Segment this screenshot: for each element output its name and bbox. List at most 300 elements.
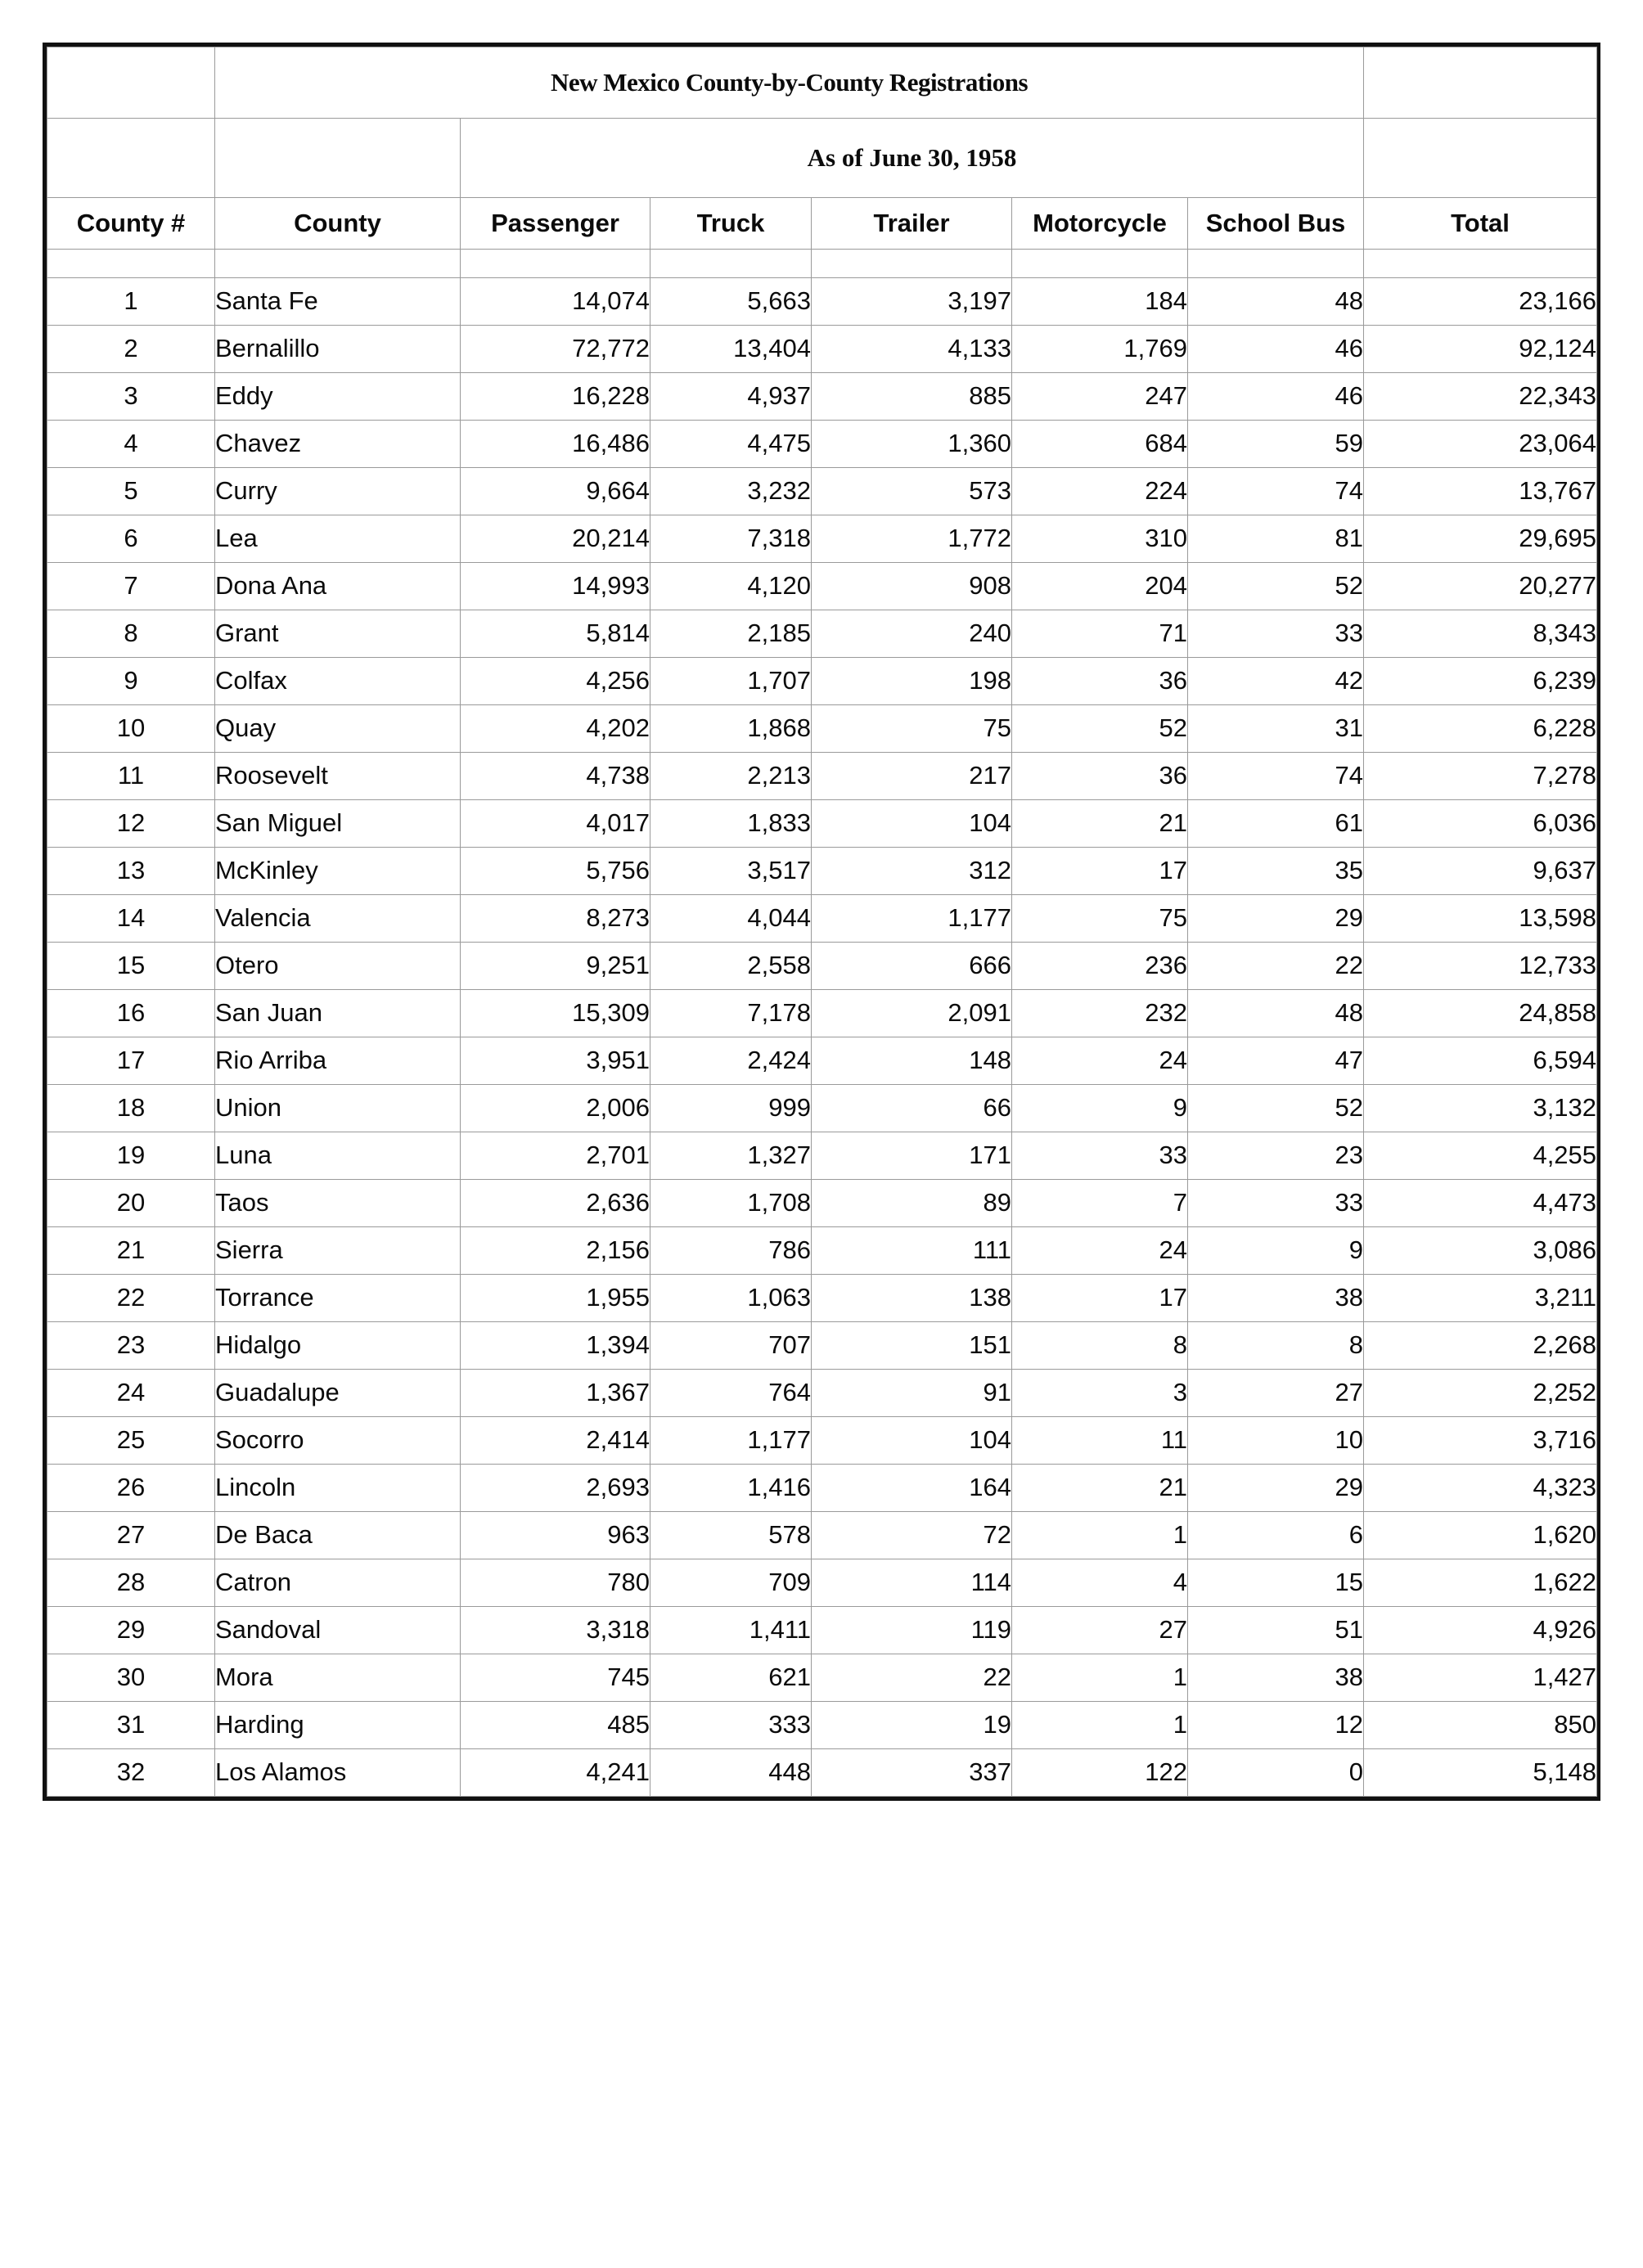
table-row bbox=[47, 1037, 1597, 1085]
cell-passenger: 963 bbox=[461, 1512, 650, 1559]
cell-total: 2,252 bbox=[1364, 1370, 1597, 1417]
table-row bbox=[47, 658, 1597, 705]
cell-school-bus: 27 bbox=[1188, 1370, 1364, 1417]
cell-county-name: Quay bbox=[215, 705, 461, 753]
cell-county-name: Eddy bbox=[215, 373, 461, 421]
table-row bbox=[47, 848, 1597, 895]
cell-total: 20,277 bbox=[1364, 563, 1597, 610]
cell-passenger: 9,664 bbox=[461, 468, 650, 515]
cell-truck: 1,177 bbox=[650, 1417, 812, 1465]
cell-truck: 5,663 bbox=[650, 278, 812, 326]
cell-motorcycle: 7 bbox=[1012, 1180, 1188, 1227]
cell-truck: 4,120 bbox=[650, 563, 812, 610]
table-row bbox=[47, 1702, 1597, 1749]
table-row bbox=[47, 943, 1597, 990]
cell-motorcycle: 24 bbox=[1012, 1227, 1188, 1275]
cell-county-number: 21 bbox=[47, 1227, 215, 1275]
cell-county-number: 6 bbox=[47, 515, 215, 563]
cell-trailer: 151 bbox=[812, 1322, 1012, 1370]
cell-motorcycle: 1 bbox=[1012, 1702, 1188, 1749]
cell-total: 22,343 bbox=[1364, 373, 1597, 421]
table-row bbox=[47, 373, 1597, 421]
cell-county-name: Torrance bbox=[215, 1275, 461, 1322]
cell-motorcycle: 8 bbox=[1012, 1322, 1188, 1370]
table-row bbox=[47, 326, 1597, 373]
cell-trailer: 573 bbox=[812, 468, 1012, 515]
registrations-table-sheet bbox=[43, 43, 1600, 1801]
cell-passenger: 9,251 bbox=[461, 943, 650, 990]
cell-truck: 7,318 bbox=[650, 515, 812, 563]
cell-trailer: 1,177 bbox=[812, 895, 1012, 943]
cell-county-name: Santa Fe bbox=[215, 278, 461, 326]
cell-school-bus: 48 bbox=[1188, 990, 1364, 1037]
cell-total: 6,228 bbox=[1364, 705, 1597, 753]
cell-truck: 786 bbox=[650, 1227, 812, 1275]
header-row bbox=[47, 198, 1597, 250]
cell-passenger: 485 bbox=[461, 1702, 650, 1749]
cell-county-name: Lincoln bbox=[215, 1465, 461, 1512]
cell-school-bus: 61 bbox=[1188, 800, 1364, 848]
cell-motorcycle: 11 bbox=[1012, 1417, 1188, 1465]
cell-passenger: 16,228 bbox=[461, 373, 650, 421]
cell-total: 23,064 bbox=[1364, 421, 1597, 468]
cell-total: 4,473 bbox=[1364, 1180, 1597, 1227]
cell-passenger: 15,309 bbox=[461, 990, 650, 1037]
cell-passenger: 780 bbox=[461, 1559, 650, 1607]
cell-trailer: 66 bbox=[812, 1085, 1012, 1132]
cell-passenger: 1,394 bbox=[461, 1322, 650, 1370]
cell-passenger: 2,414 bbox=[461, 1417, 650, 1465]
cell-county-number: 22 bbox=[47, 1275, 215, 1322]
cell-total: 13,598 bbox=[1364, 895, 1597, 943]
cell-passenger: 2,693 bbox=[461, 1465, 650, 1512]
cell-motorcycle: 9 bbox=[1012, 1085, 1188, 1132]
cell-truck: 764 bbox=[650, 1370, 812, 1417]
cell-trailer: 75 bbox=[812, 705, 1012, 753]
table-row bbox=[47, 1749, 1597, 1797]
cell-passenger: 14,993 bbox=[461, 563, 650, 610]
cell-county-name: Union bbox=[215, 1085, 461, 1132]
cell-county-name: Roosevelt bbox=[215, 753, 461, 800]
cell-truck: 707 bbox=[650, 1322, 812, 1370]
spacer-cell bbox=[812, 250, 1012, 278]
cell-passenger: 3,318 bbox=[461, 1607, 650, 1654]
table-row bbox=[47, 563, 1597, 610]
cell-county-name: Luna bbox=[215, 1132, 461, 1180]
cell-total: 12,733 bbox=[1364, 943, 1597, 990]
cell-truck: 1,833 bbox=[650, 800, 812, 848]
cell-school-bus: 52 bbox=[1188, 1085, 1364, 1132]
table-row bbox=[47, 1132, 1597, 1180]
table-row bbox=[47, 1275, 1597, 1322]
table-row bbox=[47, 1417, 1597, 1465]
column-header-school-bus: School Bus bbox=[1188, 198, 1364, 250]
cell-trailer: 89 bbox=[812, 1180, 1012, 1227]
cell-truck: 1,868 bbox=[650, 705, 812, 753]
cell-county-name: Sandoval bbox=[215, 1607, 461, 1654]
cell-truck: 1,416 bbox=[650, 1465, 812, 1512]
cell-county-name: Curry bbox=[215, 468, 461, 515]
cell-trailer: 91 bbox=[812, 1370, 1012, 1417]
page-title: New Mexico County-by-County Registrations bbox=[215, 47, 1364, 119]
cell-county-number: 31 bbox=[47, 1702, 215, 1749]
cell-county-number: 3 bbox=[47, 373, 215, 421]
cell-school-bus: 8 bbox=[1188, 1322, 1364, 1370]
cell-truck: 1,327 bbox=[650, 1132, 812, 1180]
cell-trailer: 104 bbox=[812, 800, 1012, 848]
cell-school-bus: 74 bbox=[1188, 753, 1364, 800]
cell-county-name: Sierra bbox=[215, 1227, 461, 1275]
cell-motorcycle: 24 bbox=[1012, 1037, 1188, 1085]
cell-truck: 4,937 bbox=[650, 373, 812, 421]
cell-motorcycle: 247 bbox=[1012, 373, 1188, 421]
cell-trailer: 885 bbox=[812, 373, 1012, 421]
table-row bbox=[47, 1465, 1597, 1512]
cell-county-number: 9 bbox=[47, 658, 215, 705]
cell-school-bus: 42 bbox=[1188, 658, 1364, 705]
table-row bbox=[47, 1559, 1597, 1607]
cell-school-bus: 6 bbox=[1188, 1512, 1364, 1559]
table-row bbox=[47, 1180, 1597, 1227]
cell-motorcycle: 1 bbox=[1012, 1654, 1188, 1702]
cell-school-bus: 74 bbox=[1188, 468, 1364, 515]
cell-county-name: McKinley bbox=[215, 848, 461, 895]
cell-trailer: 19 bbox=[812, 1702, 1012, 1749]
cell-passenger: 4,241 bbox=[461, 1749, 650, 1797]
cell-truck: 2,213 bbox=[650, 753, 812, 800]
cell-total: 2,268 bbox=[1364, 1322, 1597, 1370]
cell-county-name: De Baca bbox=[215, 1512, 461, 1559]
cell-motorcycle: 224 bbox=[1012, 468, 1188, 515]
cell-trailer: 171 bbox=[812, 1132, 1012, 1180]
cell-total: 23,166 bbox=[1364, 278, 1597, 326]
cell-school-bus: 29 bbox=[1188, 895, 1364, 943]
cell-school-bus: 81 bbox=[1188, 515, 1364, 563]
cell-truck: 7,178 bbox=[650, 990, 812, 1037]
table-row bbox=[47, 610, 1597, 658]
cell-school-bus: 29 bbox=[1188, 1465, 1364, 1512]
cell-school-bus: 15 bbox=[1188, 1559, 1364, 1607]
cell-county-name: Grant bbox=[215, 610, 461, 658]
column-header-truck: Truck bbox=[650, 198, 812, 250]
cell-county-number: 32 bbox=[47, 1749, 215, 1797]
cell-passenger: 2,156 bbox=[461, 1227, 650, 1275]
cell-trailer: 22 bbox=[812, 1654, 1012, 1702]
cell-county-number: 28 bbox=[47, 1559, 215, 1607]
cell-county-name: Rio Arriba bbox=[215, 1037, 461, 1085]
cell-truck: 448 bbox=[650, 1749, 812, 1797]
cell-truck: 4,044 bbox=[650, 895, 812, 943]
title-row bbox=[47, 47, 1597, 119]
cell-truck: 709 bbox=[650, 1559, 812, 1607]
cell-total: 5,148 bbox=[1364, 1749, 1597, 1797]
cell-county-number: 18 bbox=[47, 1085, 215, 1132]
cell-trailer: 198 bbox=[812, 658, 1012, 705]
column-header-trailer: Trailer bbox=[812, 198, 1012, 250]
cell-county-name: Dona Ana bbox=[215, 563, 461, 610]
cell-total: 850 bbox=[1364, 1702, 1597, 1749]
cell-total: 92,124 bbox=[1364, 326, 1597, 373]
cell-trailer: 240 bbox=[812, 610, 1012, 658]
cell-county-name: Harding bbox=[215, 1702, 461, 1749]
cell-motorcycle: 204 bbox=[1012, 563, 1188, 610]
table-row bbox=[47, 1654, 1597, 1702]
cell-county-number: 13 bbox=[47, 848, 215, 895]
cell-county-name: Valencia bbox=[215, 895, 461, 943]
cell-school-bus: 52 bbox=[1188, 563, 1364, 610]
cell-total: 3,132 bbox=[1364, 1085, 1597, 1132]
cell-motorcycle: 17 bbox=[1012, 1275, 1188, 1322]
cell-passenger: 2,701 bbox=[461, 1132, 650, 1180]
spacer-cell bbox=[650, 250, 812, 278]
cell-trailer: 666 bbox=[812, 943, 1012, 990]
cell-school-bus: 38 bbox=[1188, 1654, 1364, 1702]
cell-total: 6,036 bbox=[1364, 800, 1597, 848]
cell-motorcycle: 3 bbox=[1012, 1370, 1188, 1417]
cell-school-bus: 0 bbox=[1188, 1749, 1364, 1797]
cell-truck: 999 bbox=[650, 1085, 812, 1132]
cell-school-bus: 22 bbox=[1188, 943, 1364, 990]
cell-truck: 13,404 bbox=[650, 326, 812, 373]
cell-trailer: 3,197 bbox=[812, 278, 1012, 326]
cell-county-name: San Miguel bbox=[215, 800, 461, 848]
cell-passenger: 2,636 bbox=[461, 1180, 650, 1227]
subtitle-right-blank bbox=[1364, 119, 1597, 198]
cell-trailer: 138 bbox=[812, 1275, 1012, 1322]
cell-county-number: 24 bbox=[47, 1370, 215, 1417]
column-header-county: County bbox=[215, 198, 461, 250]
cell-county-name: Socorro bbox=[215, 1417, 461, 1465]
cell-total: 24,858 bbox=[1364, 990, 1597, 1037]
table-row bbox=[47, 1370, 1597, 1417]
cell-total: 9,637 bbox=[1364, 848, 1597, 895]
cell-motorcycle: 36 bbox=[1012, 658, 1188, 705]
cell-truck: 578 bbox=[650, 1512, 812, 1559]
cell-truck: 1,411 bbox=[650, 1607, 812, 1654]
cell-passenger: 4,017 bbox=[461, 800, 650, 848]
cell-motorcycle: 184 bbox=[1012, 278, 1188, 326]
cell-school-bus: 48 bbox=[1188, 278, 1364, 326]
cell-school-bus: 12 bbox=[1188, 1702, 1364, 1749]
cell-motorcycle: 36 bbox=[1012, 753, 1188, 800]
cell-county-number: 25 bbox=[47, 1417, 215, 1465]
cell-county-name: Bernalillo bbox=[215, 326, 461, 373]
spacer-cell bbox=[1012, 250, 1188, 278]
cell-passenger: 8,273 bbox=[461, 895, 650, 943]
cell-county-number: 2 bbox=[47, 326, 215, 373]
cell-county-number: 27 bbox=[47, 1512, 215, 1559]
table-body bbox=[47, 47, 1597, 1797]
cell-truck: 3,517 bbox=[650, 848, 812, 895]
cell-total: 6,594 bbox=[1364, 1037, 1597, 1085]
cell-county-number: 26 bbox=[47, 1465, 215, 1512]
spacer-cell bbox=[1188, 250, 1364, 278]
cell-county-number: 19 bbox=[47, 1132, 215, 1180]
cell-passenger: 20,214 bbox=[461, 515, 650, 563]
cell-school-bus: 51 bbox=[1188, 1607, 1364, 1654]
cell-county-number: 17 bbox=[47, 1037, 215, 1085]
cell-county-number: 7 bbox=[47, 563, 215, 610]
header-spacer-row bbox=[47, 250, 1597, 278]
table-row bbox=[47, 705, 1597, 753]
cell-county-name: Colfax bbox=[215, 658, 461, 705]
cell-trailer: 164 bbox=[812, 1465, 1012, 1512]
cell-passenger: 4,738 bbox=[461, 753, 650, 800]
cell-total: 3,086 bbox=[1364, 1227, 1597, 1275]
cell-passenger: 1,955 bbox=[461, 1275, 650, 1322]
cell-county-number: 1 bbox=[47, 278, 215, 326]
spacer-cell bbox=[47, 250, 215, 278]
table-row bbox=[47, 421, 1597, 468]
cell-school-bus: 9 bbox=[1188, 1227, 1364, 1275]
cell-total: 1,427 bbox=[1364, 1654, 1597, 1702]
table-row bbox=[47, 1085, 1597, 1132]
page-subtitle: As of June 30, 1958 bbox=[461, 119, 1364, 198]
cell-motorcycle: 17 bbox=[1012, 848, 1188, 895]
cell-total: 8,343 bbox=[1364, 610, 1597, 658]
cell-passenger: 3,951 bbox=[461, 1037, 650, 1085]
cell-truck: 333 bbox=[650, 1702, 812, 1749]
cell-passenger: 4,256 bbox=[461, 658, 650, 705]
cell-school-bus: 33 bbox=[1188, 610, 1364, 658]
cell-motorcycle: 21 bbox=[1012, 1465, 1188, 1512]
cell-county-name: Hidalgo bbox=[215, 1322, 461, 1370]
cell-county-number: 15 bbox=[47, 943, 215, 990]
cell-county-number: 16 bbox=[47, 990, 215, 1037]
cell-truck: 1,063 bbox=[650, 1275, 812, 1322]
cell-passenger: 1,367 bbox=[461, 1370, 650, 1417]
cell-school-bus: 23 bbox=[1188, 1132, 1364, 1180]
cell-passenger: 2,006 bbox=[461, 1085, 650, 1132]
cell-total: 13,767 bbox=[1364, 468, 1597, 515]
cell-school-bus: 59 bbox=[1188, 421, 1364, 468]
cell-county-number: 12 bbox=[47, 800, 215, 848]
cell-county-number: 29 bbox=[47, 1607, 215, 1654]
cell-motorcycle: 1,769 bbox=[1012, 326, 1188, 373]
cell-county-number: 11 bbox=[47, 753, 215, 800]
cell-school-bus: 46 bbox=[1188, 373, 1364, 421]
cell-county-number: 10 bbox=[47, 705, 215, 753]
cell-motorcycle: 236 bbox=[1012, 943, 1188, 990]
cell-county-name: Mora bbox=[215, 1654, 461, 1702]
cell-motorcycle: 310 bbox=[1012, 515, 1188, 563]
cell-county-name: Los Alamos bbox=[215, 1749, 461, 1797]
cell-passenger: 745 bbox=[461, 1654, 650, 1702]
table-row bbox=[47, 515, 1597, 563]
cell-motorcycle: 52 bbox=[1012, 705, 1188, 753]
cell-county-name: San Juan bbox=[215, 990, 461, 1037]
cell-county-name: Lea bbox=[215, 515, 461, 563]
cell-school-bus: 38 bbox=[1188, 1275, 1364, 1322]
cell-school-bus: 33 bbox=[1188, 1180, 1364, 1227]
cell-motorcycle: 71 bbox=[1012, 610, 1188, 658]
cell-truck: 4,475 bbox=[650, 421, 812, 468]
table-row bbox=[47, 895, 1597, 943]
cell-trailer: 217 bbox=[812, 753, 1012, 800]
cell-motorcycle: 21 bbox=[1012, 800, 1188, 848]
cell-total: 3,716 bbox=[1364, 1417, 1597, 1465]
cell-total: 1,620 bbox=[1364, 1512, 1597, 1559]
spacer-cell bbox=[215, 250, 461, 278]
cell-passenger: 14,074 bbox=[461, 278, 650, 326]
table-row bbox=[47, 1322, 1597, 1370]
cell-trailer: 908 bbox=[812, 563, 1012, 610]
cell-passenger: 5,756 bbox=[461, 848, 650, 895]
table-row bbox=[47, 990, 1597, 1037]
table-row bbox=[47, 800, 1597, 848]
subtitle-blank-1 bbox=[47, 119, 215, 198]
table-row bbox=[47, 278, 1597, 326]
cell-county-number: 8 bbox=[47, 610, 215, 658]
column-header-passenger: Passenger bbox=[461, 198, 650, 250]
cell-county-number: 4 bbox=[47, 421, 215, 468]
cell-trailer: 114 bbox=[812, 1559, 1012, 1607]
cell-county-name: Taos bbox=[215, 1180, 461, 1227]
cell-county-name: Guadalupe bbox=[215, 1370, 461, 1417]
cell-trailer: 148 bbox=[812, 1037, 1012, 1085]
cell-passenger: 16,486 bbox=[461, 421, 650, 468]
cell-truck: 2,424 bbox=[650, 1037, 812, 1085]
cell-total: 4,255 bbox=[1364, 1132, 1597, 1180]
column-header-motorcycle: Motorcycle bbox=[1012, 198, 1188, 250]
registrations-table bbox=[47, 47, 1597, 1797]
title-right-blank bbox=[1364, 47, 1597, 119]
spacer-cell bbox=[461, 250, 650, 278]
cell-county-name: Chavez bbox=[215, 421, 461, 468]
cell-total: 6,239 bbox=[1364, 658, 1597, 705]
cell-passenger: 72,772 bbox=[461, 326, 650, 373]
cell-motorcycle: 122 bbox=[1012, 1749, 1188, 1797]
cell-county-number: 14 bbox=[47, 895, 215, 943]
cell-truck: 2,185 bbox=[650, 610, 812, 658]
cell-school-bus: 46 bbox=[1188, 326, 1364, 373]
subtitle-row bbox=[47, 119, 1597, 198]
table-row bbox=[47, 1227, 1597, 1275]
cell-truck: 621 bbox=[650, 1654, 812, 1702]
cell-school-bus: 10 bbox=[1188, 1417, 1364, 1465]
title-left-blank bbox=[47, 47, 215, 119]
cell-total: 1,622 bbox=[1364, 1559, 1597, 1607]
cell-county-name: Catron bbox=[215, 1559, 461, 1607]
cell-trailer: 72 bbox=[812, 1512, 1012, 1559]
cell-total: 4,323 bbox=[1364, 1465, 1597, 1512]
cell-school-bus: 47 bbox=[1188, 1037, 1364, 1085]
cell-trailer: 111 bbox=[812, 1227, 1012, 1275]
cell-motorcycle: 27 bbox=[1012, 1607, 1188, 1654]
cell-motorcycle: 232 bbox=[1012, 990, 1188, 1037]
cell-total: 29,695 bbox=[1364, 515, 1597, 563]
cell-truck: 1,708 bbox=[650, 1180, 812, 1227]
cell-truck: 3,232 bbox=[650, 468, 812, 515]
cell-motorcycle: 684 bbox=[1012, 421, 1188, 468]
cell-trailer: 312 bbox=[812, 848, 1012, 895]
cell-truck: 2,558 bbox=[650, 943, 812, 990]
cell-passenger: 4,202 bbox=[461, 705, 650, 753]
cell-truck: 1,707 bbox=[650, 658, 812, 705]
cell-trailer: 2,091 bbox=[812, 990, 1012, 1037]
cell-trailer: 4,133 bbox=[812, 326, 1012, 373]
table-row bbox=[47, 753, 1597, 800]
cell-county-number: 5 bbox=[47, 468, 215, 515]
cell-motorcycle: 4 bbox=[1012, 1559, 1188, 1607]
cell-trailer: 104 bbox=[812, 1417, 1012, 1465]
cell-total: 4,926 bbox=[1364, 1607, 1597, 1654]
cell-county-number: 23 bbox=[47, 1322, 215, 1370]
cell-trailer: 1,360 bbox=[812, 421, 1012, 468]
cell-motorcycle: 1 bbox=[1012, 1512, 1188, 1559]
column-header-county-num: County # bbox=[47, 198, 215, 250]
cell-trailer: 1,772 bbox=[812, 515, 1012, 563]
